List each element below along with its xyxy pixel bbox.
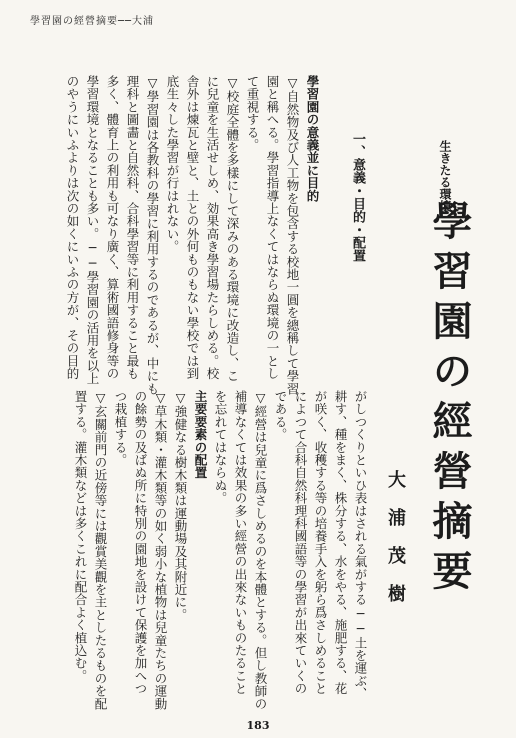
text-column: ▽校庭全體を多樣にして深みのある環境に改造し、こ <box>225 75 240 383</box>
text-column: 底生々した學習が行はれない。 <box>165 75 180 253</box>
text-column: 置する。灌木類などは多くこれに配合よく植込む。 <box>73 390 88 683</box>
lower-text-block <box>70 390 370 710</box>
text-column: 耕す、種をまく、株分する、水をやる、施肥する、花 <box>333 390 348 695</box>
text-column: を忘れてはならぬ。 <box>213 390 228 505</box>
text-column: ▽學習園は各教科の學習に利用するのであるが、中にも <box>145 75 160 395</box>
text-column: ▽自然物及び人工物を包含する校地一圓を總稱して學習 <box>285 75 300 395</box>
text-column: 補導なくては效果の多い經營の出來ないものたること <box>233 390 248 695</box>
text-column: つ栽植する。 <box>113 390 128 467</box>
text-column: 主要要素の配置 <box>193 390 208 479</box>
text-column: ▽強健なる樹木類は運動場及其附近に。 <box>173 390 188 622</box>
text-column: 舎外は煉瓦と壁と、土との外何ものもない學校では到 <box>185 75 200 380</box>
text-column: て重視する。 <box>245 75 260 152</box>
article-title: 學習園の經營摘要 <box>426 200 473 600</box>
page-number: 183 <box>246 719 270 732</box>
text-column: 學習環境となることも多い。──學習園の活用を以上 <box>85 75 100 385</box>
text-column: の餘勢の及ばぬ所に特別の園地を設けて保護を加へつ <box>133 390 148 695</box>
text-column: のやうにいふよりは次の如くにいふの方が、その目的 <box>65 75 80 380</box>
section-heading: 一、意義・目的・配置 <box>350 132 365 262</box>
running-head: 學習園の經營摘要──大浦 <box>30 16 155 27</box>
text-column: 多く、體育上の利用も可なり廣く、算術國語修身等の <box>105 75 120 380</box>
text-column: によつて合科自然科理科國語等の學習が出來ていくの <box>293 390 308 695</box>
text-column: ▽玄關前門の近傍等には觀賞美觀を主としたるものを配 <box>93 390 108 710</box>
author-name: 大浦茂樹 <box>385 470 406 622</box>
text-column: ▽草木類・灌木類等の如く弱小な植物は兒童たちの運動 <box>153 390 168 710</box>
text-column: に兒童を生活せしめ、効果高き學習場たらしめる。校 <box>205 75 220 380</box>
text-column: ▽經營は兒童に爲さしめるのを本體とする。但し教師の <box>253 390 268 710</box>
text-column: 園と稱へる。學習指導上なくてはならぬ環境の一とし <box>265 75 280 380</box>
sub-title: 生きたる環境 <box>438 140 452 212</box>
text-column: が咲く、收穫する等の培養手入を躬ら爲さしめること <box>313 390 328 695</box>
text-column: である。 <box>273 390 288 441</box>
text-column: がしつくりといひ表はされる氣がする──土を運ぶ、 <box>353 390 368 700</box>
text-column: 學習園の意義並に目的 <box>305 75 320 202</box>
upper-text-block <box>62 75 322 395</box>
text-column: 理科と圖畵と自然科、合科學習等に利用すること最も <box>125 75 140 380</box>
